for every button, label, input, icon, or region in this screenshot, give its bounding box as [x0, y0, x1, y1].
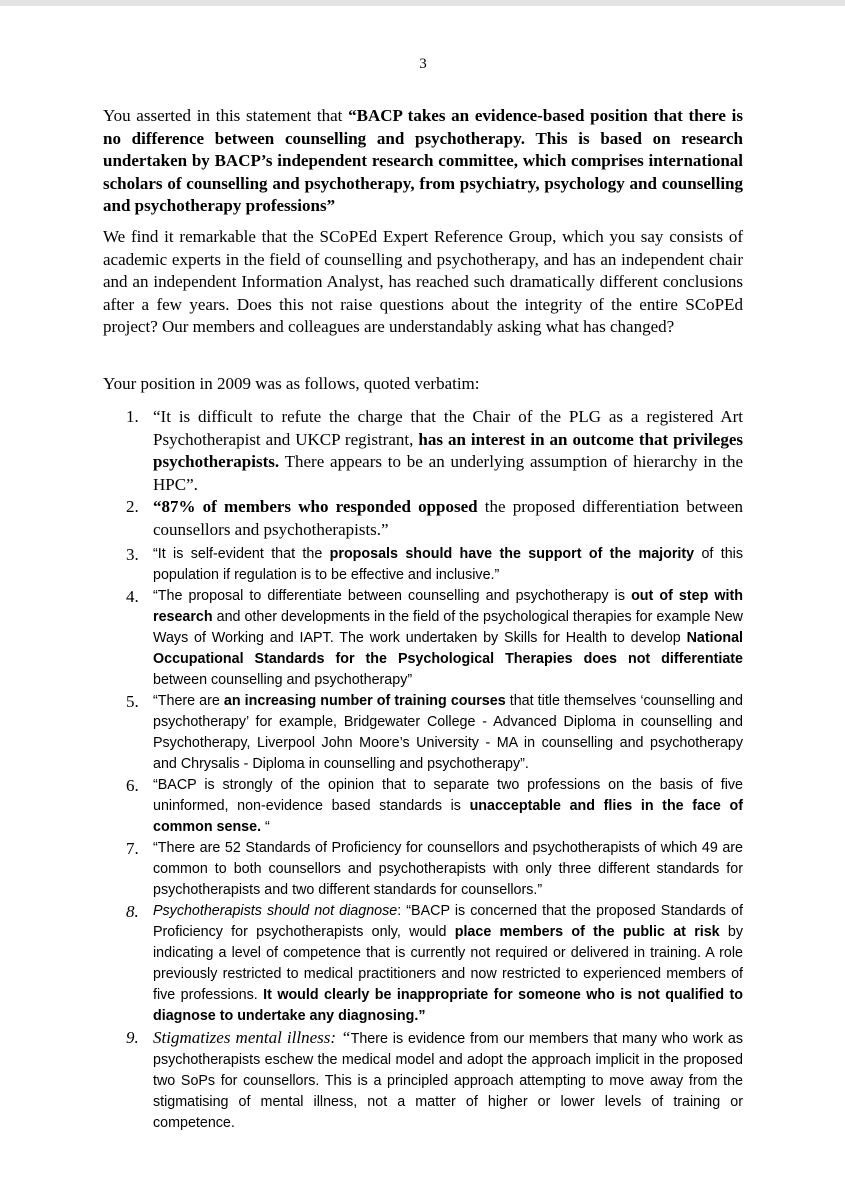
list-item	[103, 838, 743, 901]
list-item	[103, 691, 743, 775]
item-emphasis: It would clearly be inappropriate for someone who is not qualified to diagnose to undertake any diagnosing.”	[153, 987, 743, 1024]
statement-quote: “BACP takes an evidence-based position that there is no difference between counselling and psychotherapy. This is based on research undertaken by BACP’s independent research committee, which comprises international scholars of counselling and psychotherapy, from psychiatry, psychology and counselling and psychotherapy professions”	[103, 106, 743, 215]
item-lead: Stigmatizes mental illness: “	[153, 1028, 351, 1047]
item-emphasis: “87% of members who responded opposed	[153, 497, 478, 516]
paragraph-2009-position: Your position in 2009 was as follows, quoted verbatim:	[103, 374, 480, 393]
item-emphasis: proposals should have the support of the majority	[329, 546, 695, 562]
item-text: the proposed differentiation between counsellors and psychotherapists.”	[153, 497, 744, 539]
list-item	[103, 1027, 743, 1134]
list-number: 2.	[126, 497, 139, 516]
item-emphasis: has an interest in an outcome that privileges psychotherapists.	[153, 429, 743, 471]
item-emphasis: place members of the public at risk	[454, 924, 720, 940]
item-emphasis: an increasing number of training courses	[223, 693, 506, 709]
quoted-points-list	[103, 406, 743, 1134]
page-number: 3	[419, 56, 427, 72]
paragraph-scoped-critique: We find it remarkable that the SCoPEd Expert Reference Group, which you say consists of academic experts in the field of counselling and psychotherapy, and has an independent chair and an independent Information Analyst, has reached such dramatically different conclusions after a few years. Does this not raise questions about the integrity of the entire SCoPEd project? Our members and colleagues are understandably asking what has changed?	[103, 227, 743, 336]
list-item	[103, 775, 743, 838]
list-number: 5.	[126, 692, 139, 711]
list-number: 1.	[126, 407, 139, 426]
item-emphasis: out of step with research	[153, 588, 743, 625]
item-emphasis: National Occupational Standards for the Psychological Therapies does not differentiate	[153, 630, 743, 667]
item-text: There is evidence from our members that many who work as psychotherapists eschew the medical model and adopt the approach implicit in the proposed two SoPs for counsellors. This is a principled approach attempting to move away from the stigmatising of mental illness, not a matter of higher or lower levels of training or competence.	[153, 1031, 743, 1131]
list-number: 3.	[126, 545, 139, 564]
list-number: 4.	[126, 587, 139, 606]
item-text: of this population if regulation is to be effective and inclusive.”	[153, 546, 743, 583]
item-text: “	[261, 819, 270, 835]
top-border	[0, 0, 845, 6]
item-text: “There are	[153, 693, 224, 709]
item-text: between counselling and psychotherapy”	[153, 672, 413, 688]
list-item	[103, 496, 743, 541]
item-lead: Psychotherapists should not diagnose	[153, 903, 398, 919]
item-text: “BACP is strongly of the opinion that to separate two professions on the basis of five uninformed, non-evidence based standards is	[153, 777, 743, 814]
list-item	[103, 586, 743, 691]
list-item	[103, 544, 743, 586]
list-number: 9.	[126, 1028, 139, 1047]
item-text: : “BACP is concerned that the proposed Standards of Proficiency for psychotherapists only, would	[153, 903, 743, 940]
list-number: 6.	[126, 776, 139, 795]
list-item	[103, 406, 743, 496]
list-number: 7.	[126, 839, 139, 858]
item-text: that title themselves ‘counselling and psychotherapy’ for example, Bridgewater College - Advanced Diploma in counselling and Psychotherapy, Liverpool John Moore’s University - MA in counselling and psychotherapy and Chrysalis - Diploma in counselling and psychotherapy”.	[153, 693, 744, 772]
item-emphasis: unacceptable and flies in the face of common sense.	[153, 798, 743, 835]
item-text: and other developments in the field of the psychological therapies for example New Ways of Working and IAPT. The work undertaken by Skills for Health to develop	[153, 609, 743, 646]
item-text: “There are 52 Standards of Proficiency for counsellors and psychotherapists of which 49 are common to both counsellors and psychotherapists with only three different standards for psychotherapists and two different standards for counsellors.”	[153, 840, 743, 898]
item-text: “The proposal to differentiate between counselling and psychotherapy is	[153, 588, 632, 604]
item-text: “It is difficult to refute the charge that the Chair of the PLG as a registered Art Psychotherapist and UKCP registrant,	[153, 407, 743, 449]
item-text: by indicating a level of competence that is currently not required or delivered in training. A role previously restricted to medical practitioners and now restricted to experienced members of five professions.	[153, 924, 744, 1003]
list-item	[103, 901, 743, 1027]
item-text: There appears to be an underlying assumption of hierarchy in the HPC”.	[153, 452, 743, 494]
statement-intro: You asserted in this statement that	[103, 106, 349, 125]
list-number: 8.	[126, 902, 139, 921]
item-text: “It is self-evident that the	[153, 546, 330, 562]
paragraph-statement	[103, 105, 743, 218]
